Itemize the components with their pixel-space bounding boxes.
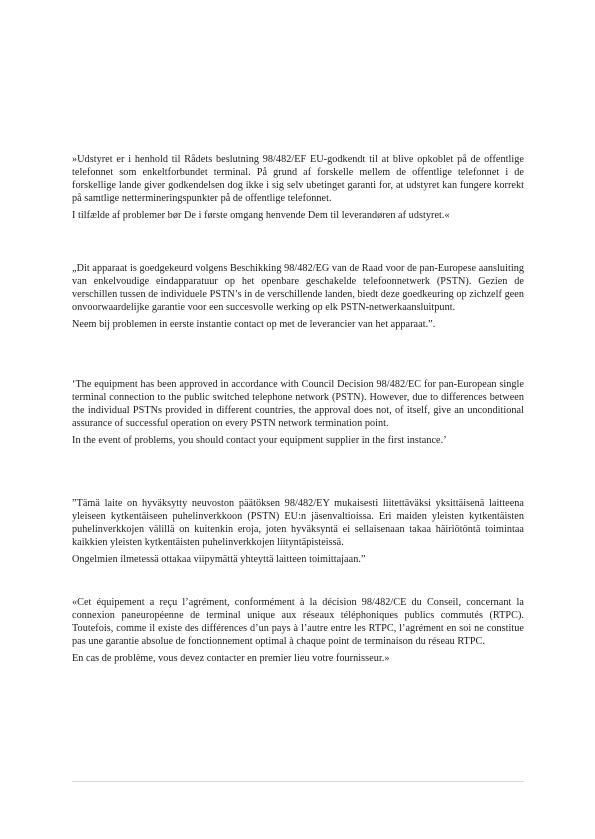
contact-paragraph-english: In the event of problems, you should contact your equipment supplier in the first instance.’ (72, 435, 447, 446)
footer-divider (72, 781, 524, 782)
statement-english (72, 378, 524, 447)
contact-paragraph-dutch: Neem bij problemen in eerste instantie contact op met de leverancier van het apparaat.”. (72, 319, 436, 330)
approval-paragraph-danish: »Udstyret er i henhold til Rådets beslutning 98/482/EF EU-godkendt til at blive opkoblet på de offentlige telefonnet som enkeltforbundet terminal. På grund af forskelle mellem de offentlige telefonnet i de forskellige lande giver godkendelsen dog ikke i sig selv ubetinget garanti for, at udstyret kan fungere korrekt på samtlige nettermineringspunkter på de offentlige telefonnet. (72, 154, 524, 204)
statement-danish (72, 153, 524, 222)
contact-paragraph-french: En cas de problème, vous devez contacter en premier lieu votre fournisseur.» (72, 653, 390, 664)
contact-paragraph-finnish: Ongelmien ilmetessä ottakaa viipymättä yhteyttä laitteen toimittajaan.” (72, 554, 366, 565)
statement-dutch (72, 262, 524, 331)
statement-finnish (72, 497, 524, 566)
approval-paragraph-dutch: „Dit apparaat is goedgekeurd volgens Beschikking 98/482/EG van de Raad voor de pan-Europese aansluiting van enkelvoudige eindapparatuur op het openbare geschakelde telefoonnetwerk (PSTN). Gezien de verschillen tussen de individuele PSTN’s in de verschillende landen, biedt deze goedkeuring op zichzelf geen onvoorwaardelijke garantie voor een succesvolle werking op elk PSTN-netwerkaansluitpunt. (72, 263, 524, 313)
approval-paragraph-finnish: ”Tämä laite on hyväksytty neuvoston päätöksen 98/482/EY mukaisesti liitettäväksi yksittäisenä laitteena yleiseen kytkentäiseen puhelinverkkoon (PSTN) EU:n jäsenvaltioissa. Eri maiden yleisten kytkentäisten puhelinverkkojen välillä on kuitenkin eroja, joten hyväksyntä ei sellaisenaan takaa häiriötöntä toimintaa kaikkien yleisten kytkentäisten puhelinverkkojen liityntäpisteissä. (72, 498, 524, 548)
approval-paragraph-english: ‘The equipment has been approved in accordance with Council Decision 98/482/EC for pan-European single terminal connection to the public switched telephone network (PSTN). However, due to differences between the individual PSTNs provided in different countries, the approval does not, of itself, give an unconditional assurance of successful operation on every PSTN network termination point. (72, 379, 524, 429)
statement-french (72, 596, 524, 665)
contact-paragraph-danish: I tilfælde af problemer bør De i første omgang henvende Dem til leverandøren af udstyret.« (72, 210, 450, 221)
approval-paragraph-french: «Cet équipement a reçu l’agrément, conformément à la décision 98/482/CE du Conseil, concernant la connexion paneuropéenne de terminal unique aux réseaux téléphoniques publics commutés (RTPC). Toutefois, comme il existe des différences d’un pays à l’autre entre les RTPC, l’agrément en soi ne constitue pas une garantie absolue de fonctionnement optimal à chaque point de terminaison du réseau RTPC. (72, 597, 524, 647)
